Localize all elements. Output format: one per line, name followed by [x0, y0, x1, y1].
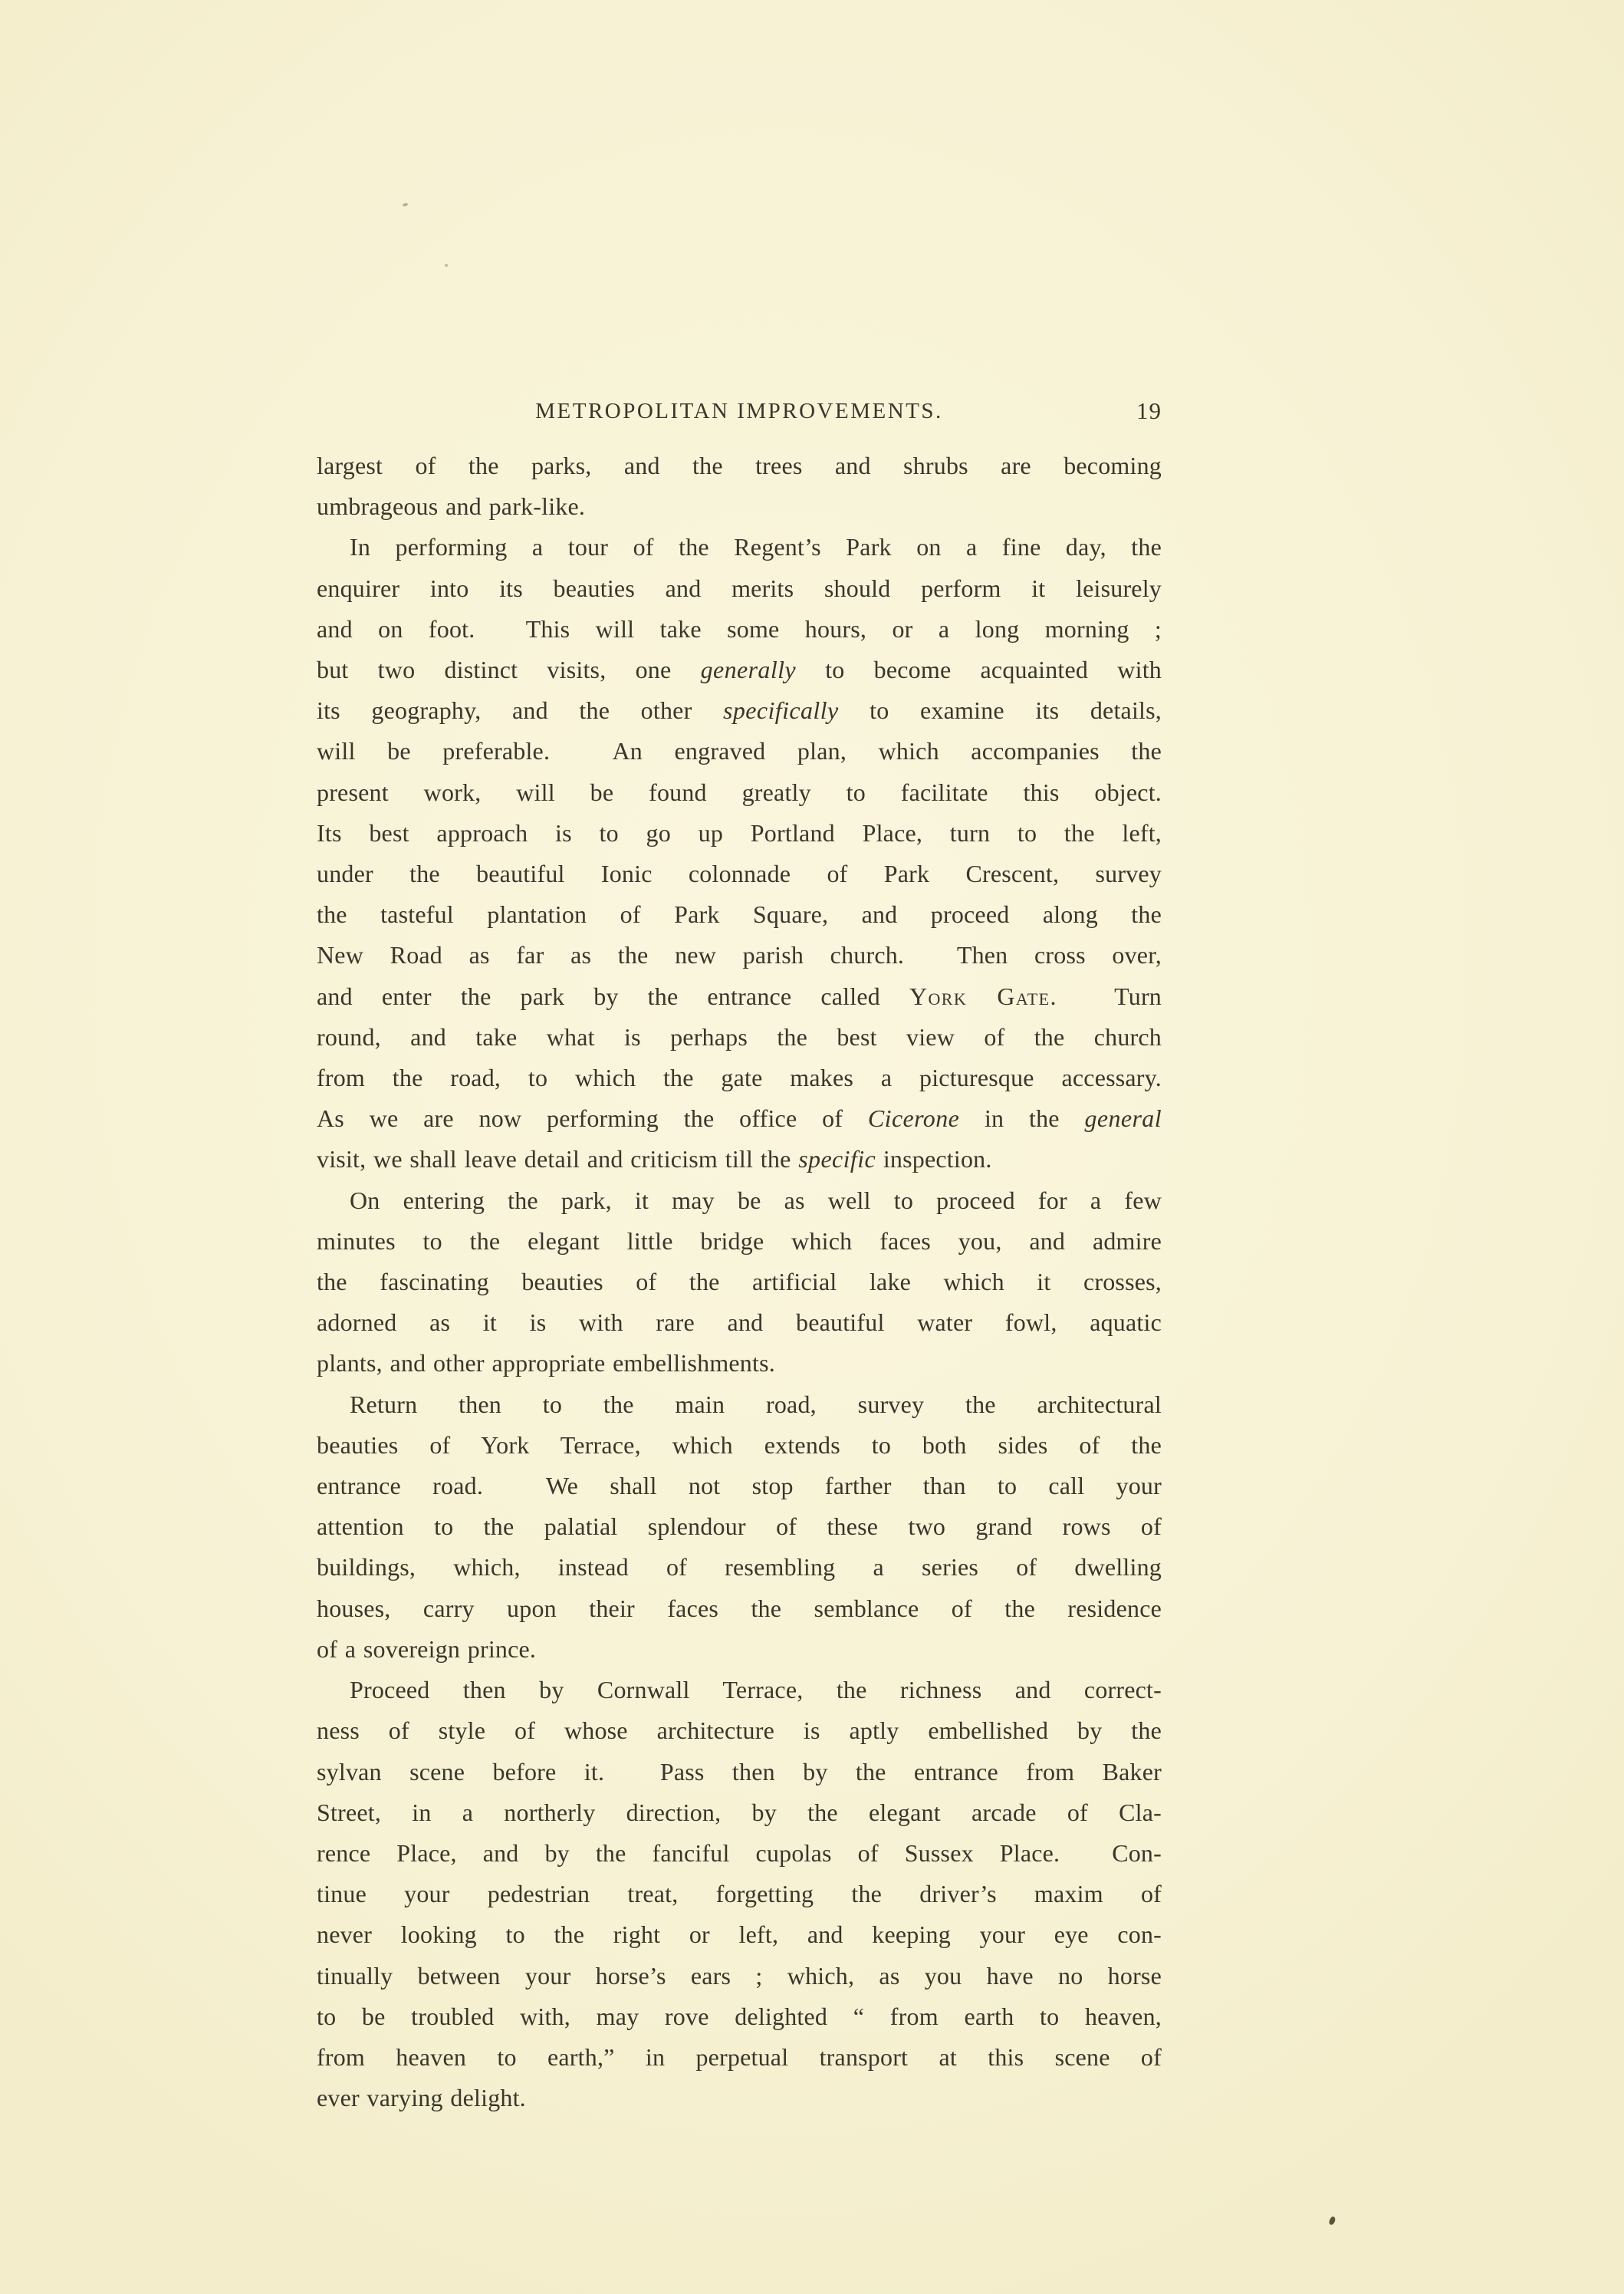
text-line: enquirer into its beauties and merits should perform it leisurely: [317, 574, 1162, 602]
paragraph: [317, 1180, 1162, 1384]
text-line: minutes to the elegant little bridge which faces you, and admire: [317, 1226, 1162, 1255]
italic-text: generally: [700, 656, 797, 684]
text-line: entrance road. We shall not stop farther than to call your: [317, 1472, 1162, 1500]
text-line: to be troubled with, may rove delighted “ from earth to heaven,: [317, 2002, 1162, 2030]
text-line: from the road, to which the gate makes a picturesque accessary.: [317, 1064, 1162, 1092]
text-line: ever varying delight.: [317, 2084, 526, 2112]
text-line: visit, we shall leave detail and criticism till the specific inspection.: [317, 1145, 992, 1173]
text-line: New Road as far as the new parish church. Then cross over,: [317, 941, 1162, 969]
paper-speck: [445, 264, 448, 267]
text-line: and enter the park by the entrance called York Gate. Turn: [317, 982, 1162, 1010]
text-line: Street, in a northerly direction, by the elegant arcade of Cla-: [317, 1798, 1162, 1826]
text-block: [317, 446, 1162, 2118]
text-line: beauties of York Terrace, which extends to both sides of the: [317, 1430, 1162, 1459]
text-line: Proceed then by Cornwall Terrace, the richness and correct-: [350, 1676, 1162, 1704]
text-line: of a sovereign prince.: [317, 1634, 537, 1663]
text-line: tinually between your horse’s ears ; which, as you have no horse: [317, 1961, 1162, 1990]
text-line: never looking to the right or left, and keeping your eye con-: [317, 1920, 1162, 1949]
text-line: Its best approach is to go up Portland Place, turn to the left,: [317, 818, 1162, 847]
text-line: As we are now performing the office of Cicerone in the general: [317, 1104, 1162, 1133]
text-line: and on foot. This will take some hours, or a long morning ;: [317, 614, 1162, 643]
text-line: its geography, and the other specifically to examine its details,: [317, 696, 1162, 725]
text-line: present work, will be found greatly to facilitate this object.: [317, 778, 1162, 806]
text-line: attention to the palatial splendour of these two grand rows of: [317, 1512, 1162, 1541]
text-line: On entering the park, it may be as well to proceed for a few: [350, 1186, 1162, 1214]
text-line: ness of style of whose architecture is aptly embellished by the: [317, 1716, 1162, 1745]
text-line: the tasteful plantation of Park Square, and proceed along the: [317, 900, 1162, 929]
small-caps-text: York Gate: [909, 982, 1050, 1010]
text-line: tinue your pedestrian treat, forgetting the driver’s maxim of: [317, 1880, 1162, 1908]
paragraph: [317, 1384, 1162, 1670]
text-line: Return then to the main road, survey the architectural: [350, 1390, 1162, 1418]
paragraph: [317, 527, 1162, 1180]
text-line: buildings, which, instead of resembling a series of dwelling: [317, 1553, 1162, 1581]
italic-text: Cicerone: [867, 1104, 960, 1133]
text-line: the fascinating beauties of the artificial lake which it crosses,: [317, 1268, 1162, 1296]
text-line: houses, carry upon their faces the semblance of the residence: [317, 1594, 1162, 1622]
text-line: In performing a tour of the Regent’s Park on a fine day, the: [350, 533, 1162, 561]
running-header: [317, 394, 1162, 428]
page-number: 19: [1136, 397, 1162, 424]
italic-text: specifically: [723, 696, 839, 725]
italic-text: specific: [798, 1145, 876, 1173]
paper-speck: [1328, 2216, 1336, 2226]
text-line: round, and take what is perhaps the best view of the church: [317, 1022, 1162, 1051]
text-line: from heaven to earth,” in perpetual transport at this scene of: [317, 2042, 1162, 2071]
running-header-title: METROPOLITAN IMPROVEMENTS.: [535, 399, 943, 423]
text-line: under the beautiful Ionic colonnade of Park Crescent, survey: [317, 860, 1162, 888]
text-line: adorned as it is with rare and beautiful water fowl, aquatic: [317, 1308, 1162, 1337]
text-line: plants, and other appropriate embellishments.: [317, 1349, 775, 1377]
text-line: sylvan scene before it. Pass then by the entrance from Baker: [317, 1757, 1162, 1786]
text-line: but two distinct visits, one generally to become acquainted with: [317, 656, 1162, 684]
paragraph: [317, 446, 1162, 527]
italic-text: general: [1084, 1104, 1162, 1133]
paper-speck: [403, 202, 409, 207]
text-line: umbrageous and park-like.: [317, 492, 586, 521]
text-line: will be preferable. An engraved plan, which accompanies the: [317, 737, 1162, 765]
paragraph: [317, 1670, 1162, 2118]
text-line: rence Place, and by the fanciful cupolas of Sussex Place. Con-: [317, 1838, 1162, 1867]
text-line: largest of the parks, and the trees and shrubs are becoming: [317, 452, 1162, 479]
